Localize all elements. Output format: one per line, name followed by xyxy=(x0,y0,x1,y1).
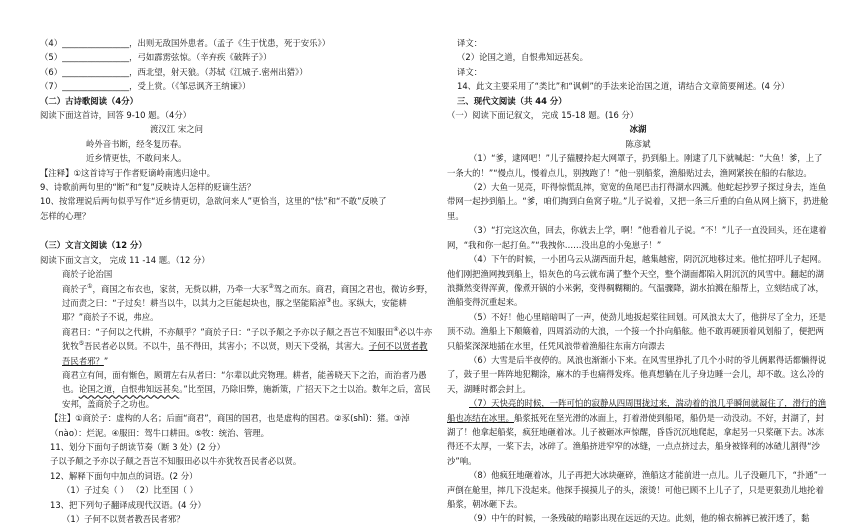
quote-text: ，西北望，射天狼。（苏轼《江城子.密州出猎》） xyxy=(129,66,308,77)
question-14: 14、此文主要采用了“类比”和“讽刺”的手法来论治国之道，请结合文章简要阐述。(4 分） xyxy=(457,81,790,92)
story-paragraph-3: （3）“打完这次鱼，回去，你就去上学，啊！”他看着儿子说。“不！”儿子一直没回头，还在逮着网，“我和你一起打鱼。”“我拽你……没出息的小兔崽子！” xyxy=(447,225,827,250)
quote-number: （6） xyxy=(40,66,63,77)
right-column xyxy=(447,36,829,526)
section-title-modern: 三、现代文阅读（共 44 分） xyxy=(457,95,567,106)
poem-line-2: 近乡情更怯，不敢问来人。 xyxy=(86,153,187,164)
modern-instructions: （一）阅读下面记叙文， 完成 15-18 题。(16 分） xyxy=(447,110,639,121)
question-13-item-1: （1）子何不以贤者教吾民者邪？ xyxy=(62,514,185,524)
answer-blank[interactable]: ________________ xyxy=(62,52,130,63)
question-11-sentence: 子以予颠之予亦以子颠之吾岂不知服田必以牛亦犹牧吾民者必以贤。 xyxy=(50,456,302,467)
story-paragraph-4: （4）下午的时候，一小团乌云从湖西面升起，越集越密，阴沉沉地移过来。他忙招呼儿子起网。他们刚把渔网拽到船上，铅灰色的乌云就布满了整个天空，整个湖面都陷入阴沉沉的风雪中。翻起的湖浪撕然变得浑黄，像煮开锅的小米粥，变得稠糊糊的。气温骤降，湖水拍溅在船帮上，立刻结成了冰，渔船变得沉重起来。 xyxy=(447,254,827,308)
classical-paragraph-1: 商於子①，商国之布衣也，家贫，无赀以耕，乃牵一大豕②驾之而东。商君，商国之君也，微访乡野，过而责之曰：“子过矣！耕当以牛，以其力之巨能起块也，豚之坚能陷淖③也。豕纵大，安能耕耶？”商於子不说，弗应。 xyxy=(62,282,433,323)
story-paragraph-9: （9）中午的时候，一条残破的暗影出现在远远的天边。此刻，他的棉衣棉裤已被汗透了，黏 xyxy=(469,513,810,524)
story-paragraph-1: （1）“爹，逮网吧！”儿子猫腰拎起大网罩子，扔到船上。刚逮了几下就喊起：“大鱼！爹，上了一条大的！”“慢点儿，慢着点儿，别拽跑了！”他一别船浆，渔船贴过去，渔网紧挨在船的右舷边。 xyxy=(447,153,823,178)
question-10: 10、按常理说后两句似乎写作“近乡情更切，急欲问来人”更恰当，这里的“怯”和“不敢”反映了 xyxy=(40,196,387,207)
answer-blank[interactable]: ________________ xyxy=(62,38,130,48)
question-13: 13、把下列句子翻译成现代汉语。(4 分） xyxy=(50,499,206,510)
section-title-classical: （三）文言文阅读（12 分） xyxy=(40,240,147,251)
quote-fill-item xyxy=(40,79,433,93)
quote-text: ，受上赏。（《邹忌讽齐王纳谏》） xyxy=(129,81,251,92)
question-13-item-2: （2）论国之道，自恨弗知远甚矣。 xyxy=(457,52,588,63)
poem-title: 渡汉江 宋之问 xyxy=(150,124,203,135)
quote-text: ，弓如霹雳弦惊。（辛弃疾《破阵子》） xyxy=(129,52,272,63)
poem-instructions: 阅读下面这首诗，回答 9-10 题。（4分） xyxy=(40,110,192,121)
classical-paragraph-3: 商君立有间，面有惭色，顾谓左右从者曰：“尔辈以此究物理。耕者，能善晓天下之治，而治者乃愚也。论国之道，自恨弗知远甚矣。”比至国，乃除旧弊，施新策，广招天下之士以治。数年之后，富民安邦，盖商於子之功也。 xyxy=(62,369,431,409)
answer-blank[interactable]: ________________ xyxy=(62,81,130,92)
quote-fill-item xyxy=(40,65,433,79)
left-column xyxy=(40,36,433,526)
classical-instructions: 阅读下面文言文， 完成 11 -14 题。（12 分） xyxy=(40,254,210,265)
underlined-sentence: 子何不以贤者教吾民者邪？ xyxy=(62,341,428,366)
question-11: 11、划分下面句子朗读节奏（断 3 处）(2 分） xyxy=(50,441,225,452)
underlined-passage: （7）天快亮的时候，一阵可怕的寂静从四周围拢过来，湍动着的浪几乎瞬间就凝住了，滑行的渔船也冻结在冰里。 xyxy=(447,398,827,423)
question-9: 9、诗歌前两句里的“断”和“复”反映诗人怎样的贬谪生活？ xyxy=(40,182,256,193)
classical-paragraph-2: 商君曰：“子何以之代耕，不亦颠乎？”商於子曰：“子以予颠之予亦以子颠之吾岂不知服田④必以牛亦犹牧⑤吾民者必以贤。不以牛，虽不得田，其害小；不以贤，则天下受祸，其害大。子何不以贤者教吾民者邪？” xyxy=(62,325,433,366)
story-paragraph-2: （2）大鱼一见亮，吓得惊慌乱摔，宽宽的鱼尾巴击打得湖水四溅。他蛇起抄罗子探过身去，连鱼带网一起抄到船上。“爹，咱们掏到白鱼窝子啦。”儿子说着，又把一条三斤重的白鱼从网上摘下，扔进舱里。 xyxy=(447,182,829,221)
question-12: 12、解释下面句中加点的词语。(2 分） xyxy=(50,470,198,481)
story-paragraph-5: （5）不好！他心里暗暗叫了一声，使劲儿地扳起桨往回划。可风浪太大了，他拼尽了全力，还是顶不动。渔船上下颠簸着，四周滔动的大浪，一个接一个扑向船舷。他不敢再硬顶着风划船了，便把两只船桨深深地插在水里，任凭风浪带着渔船往东南方向漂去 xyxy=(447,311,827,351)
quote-fill-item xyxy=(40,50,433,64)
question-12-items: （1）子过矣（ ） （2）比至国（ ） xyxy=(62,485,198,496)
quote-number: （7） xyxy=(40,81,63,92)
wavy-underlined-sentence: 论国之道，自恨弗知远甚矣 xyxy=(78,384,180,395)
story-title: 冰湖 xyxy=(629,124,647,135)
quote-fill-item xyxy=(40,36,433,50)
question-10-cont: 怎样的心理？ xyxy=(40,210,91,221)
story-paragraph-8: （8）他疯狂地砸着冰，儿子再把大冰块砸碎，渔船这才能前进一点儿。儿子没砸几下，“扑通”一声倒在舱里，摔几下没起来。他探手摸摸儿子的头，滚烫！可他已顾不上儿子了，只是更狠劲儿地抡着船浆，朝冰砸下去。 xyxy=(447,470,827,509)
translation-label-2: 译文： xyxy=(457,66,483,77)
quote-number: （5） xyxy=(40,52,63,63)
poem-note: 【注释】①这首诗写于作者贬谪岭南逃归途中。 xyxy=(40,167,216,178)
answer-blank[interactable]: ________________ xyxy=(62,66,130,77)
translation-label-1: 译文： xyxy=(457,38,483,48)
story-paragraph-6: （6）大雪是后半夜停的。风浪也渐渐小下来。在风雪里挣扎了几个小时的爷儿俩累得话都懒得说了，鼓子里一阵阵地犯糊涂，麻木的手也痛得发疼。他真想躺在儿子身边睡一会儿，却不敢。这么冷的天，湖睡时都会封上。 xyxy=(447,354,827,394)
quote-text: ，出则无敌国外患者。（孟子《生于忧患，死于安乐》） xyxy=(129,38,331,48)
story-author: 陈彦斌 xyxy=(625,138,651,149)
quote-fill-list xyxy=(40,36,433,94)
section-title-poetry: （二）古诗歌阅读（4分） xyxy=(40,95,138,106)
classical-title: 商於子论治国 xyxy=(62,269,113,280)
poem-line-1: 岭外音书断，经冬复历春。 xyxy=(86,138,187,149)
story-paragraph-7: （7）天快亮的时候，一阵可怕的寂静从四周围拢过来，湍动着的浪几乎瞬间就凝住了，滑行的渔船也冻结在冰里。船浆抵死在坚光滑的冰面上，打着滑使到船尾，船仍是一动没动。不好，封湖了，封湖了！他拿起船桨，疯狂地砸着冰。儿子被砸冰声惊醒，昏昏沉沉地爬起，拿起另一只桨砸下去。冰冻得还不太厚，一桨下去，冰碎了。渔船挤进窄窄的冰缝，一点点挤过去，船身被锋利的冰碴儿割得“沙沙”响。 xyxy=(447,398,827,466)
quote-number: （4） xyxy=(40,38,63,48)
classical-notes: 【注】①商於子：虚构的人名；后面“商君”，商国的国君，也是虚构的国君。②豕(shǐ)：猪。③淖（nào）：烂泥。④服田：驾牛口耕田。⑤牧：统治、管理。 xyxy=(50,413,410,438)
